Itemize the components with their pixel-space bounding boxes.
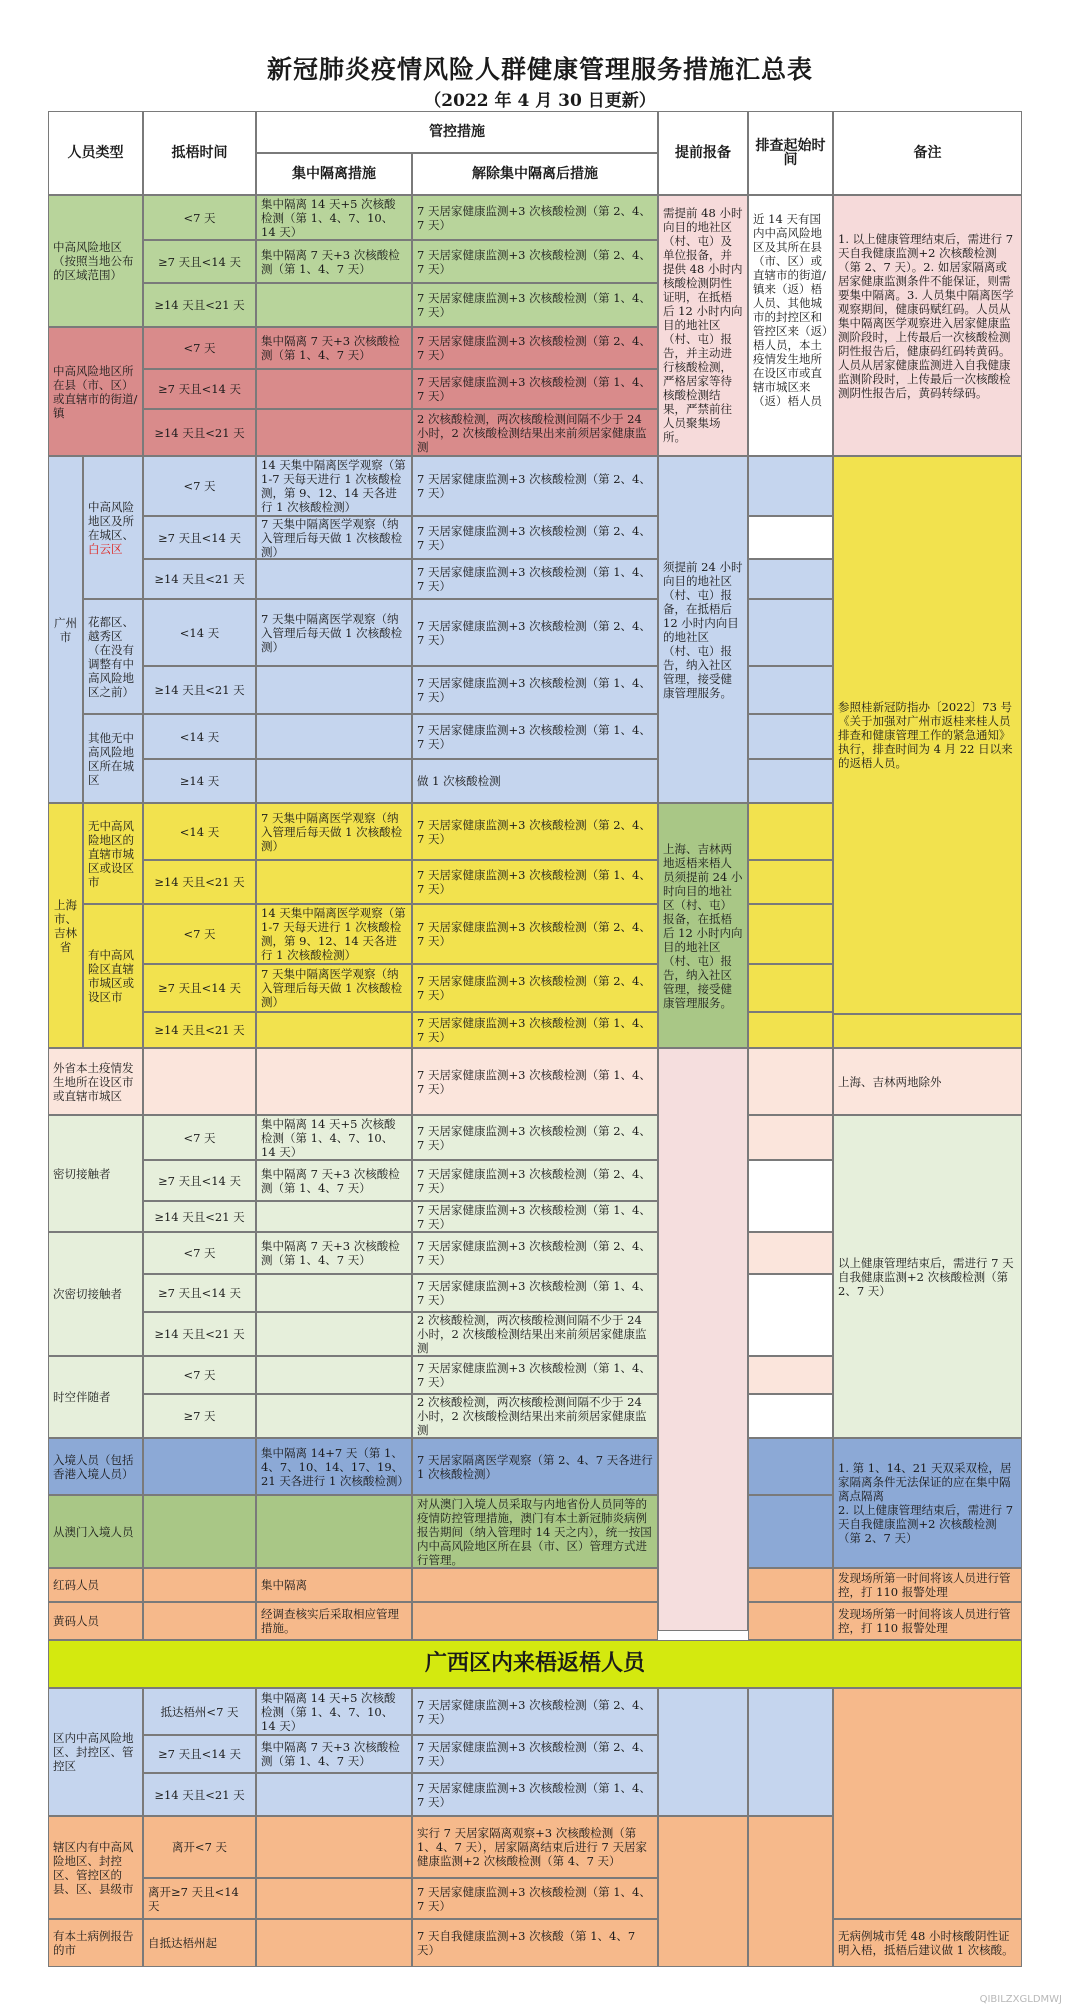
remark-contacts: 以上健康管理结束后，需进行 7 天自我健康监测+2 次核酸检测（第 2、7 天） [833, 1115, 1022, 1438]
empty-cell [748, 1274, 833, 1356]
measure-cell: 7 天居家健康监测+3 次核酸检测（第 2、4、7 天） [412, 195, 658, 240]
person-sh-have: 有中高风险区直辖市城区或设区市 [83, 904, 143, 1048]
empty-cell [748, 1356, 833, 1394]
header-report: 提前报备 [658, 111, 748, 195]
measure-cell: 14 天集中隔离医学观察（第 1-7 天每天进行 1 次核酸检测，第 9、12、14 天各进行 1 次核酸检测） [256, 904, 412, 964]
report-shanghai: 上海、吉林两地返梧来梧人员须提前 24 小时向目的地社区（村、屯）报备，在抵梧后 12 小时内向目的地社区（村、屯）报告，纳入社区管理，接受健康管理服务。 [658, 803, 748, 1048]
person-sub-close: 次密切接触者 [48, 1232, 143, 1356]
remark-except: 上海、吉林两地除外 [833, 1048, 1022, 1115]
empty-cell [748, 964, 833, 1012]
time-cell: ≥14 天 [143, 759, 256, 803]
empty-cell [256, 1773, 412, 1816]
measure-cell: 7 天居家健康监测+3 次核酸检测（第 1、4、7 天） [412, 860, 658, 904]
time-cell: ≥7 天且<14 天 [143, 964, 256, 1012]
remark-red: 发现场所第一时间将该人员进行管控，打 110 报警处理 [833, 1568, 1022, 1602]
measure-cell: 2 次核酸检测，两次核酸检测间隔不少于 24 小时，2 次核酸检测结果出来前须居家健康监测 [412, 1312, 658, 1356]
time-cell: <7 天 [143, 195, 256, 240]
empty-cell [256, 1312, 412, 1356]
measure-cell: 7 天居家健康监测+3 次核酸检测（第 2、4、7 天） [412, 904, 658, 964]
person-macau: 从澳门入境人员 [48, 1495, 143, 1568]
empty-cell [748, 559, 833, 599]
measure-cell: 7 天集中隔离医学观察（纳入管理后每天做 1 次核酸检测） [256, 964, 412, 1012]
remark-inbound: 1. 第 1、14、21 天双采双检，居家隔离条件无法保证的应在集中隔离点隔离 2. 以上健康管理结束后，需进行 7 天自我健康监测+2 次核酸检测（第 2、7 天） [833, 1438, 1022, 1568]
person-high-area: 中高风险地区（按照当地公布的区域范围） [48, 195, 143, 327]
empty-cell [748, 1688, 833, 1816]
measure-cell: 7 天居家健康监测+3 次核酸检测（第 1、4、7 天） [412, 1773, 658, 1816]
empty-cell [256, 283, 412, 327]
measure-cell: 7 天居家健康监测+3 次核酸检测（第 1、4、7 天） [412, 666, 658, 714]
measure-cell: 2 次核酸检测，两次核酸检测间隔不少于 24 小时，2 次核酸检测结果出来前须居家健康监测 [412, 409, 658, 456]
measure-cell: 7 天集中隔离医学观察（纳入管理后每天做 1 次核酸检测） [256, 803, 412, 860]
time-cell: 自抵达梧州起 [143, 1919, 256, 1967]
person-gz-other: 其他无中高风险地区所在城区 [83, 714, 143, 803]
measure-cell: 7 天居家隔离医学观察（第 2、4、7 天各进行 1 次核酸检测） [412, 1438, 658, 1495]
page-subtitle: （2022 年 4 月 30 日更新） [424, 91, 656, 111]
time-cell: <7 天 [143, 1232, 256, 1274]
empty-cell [658, 1688, 748, 1816]
person-spacetime: 时空伴随者 [48, 1356, 143, 1438]
empty-cell [256, 369, 412, 409]
header-control: 管控措施 [256, 111, 658, 153]
header-remark: 备注 [833, 111, 1022, 195]
person-gz-huadu: 花都区、越秀区（在没有调整有中高风险地区之前） [83, 599, 143, 714]
time-cell: <7 天 [143, 904, 256, 964]
header-person-type: 人员类型 [48, 111, 143, 195]
time-cell: <7 天 [143, 1115, 256, 1160]
person-shanghai: 上海市、吉林省 [48, 803, 83, 1048]
empty-cell [748, 516, 833, 559]
person-guangzhou: 广州市 [48, 456, 83, 803]
time-cell: ≥14 天且<21 天 [143, 666, 256, 714]
measure-cell: 7 天居家健康监测+3 次核酸检测（第 2、4、7 天） [412, 456, 658, 516]
time-cell: ≥7 天且<14 天 [143, 1160, 256, 1201]
measure-cell: 集中隔离 14 天+5 次核酸检测（第 1、4、7、10、14 天） [256, 1688, 412, 1735]
empty-cell [748, 1012, 833, 1048]
header-screening: 排查起始时间 [748, 111, 833, 195]
empty-cell [256, 559, 412, 599]
time-cell: ≥7 天且<14 天 [143, 1274, 256, 1312]
person-other-province: 外省本土疫情发生地所在设区市或直辖市城区 [48, 1048, 143, 1115]
time-cell: ≥14 天且<21 天 [143, 860, 256, 904]
empty-cell [748, 1160, 833, 1232]
measure-cell: 7 天集中隔离医学观察（纳入管理后每天做 1 次核酸检测） [256, 516, 412, 559]
measure-cell: 7 天居家健康监测+3 次核酸检测（第 2、4、7 天） [412, 1688, 658, 1735]
measure-cell: 7 天居家健康监测+3 次核酸检测（第 1、4、7 天） [412, 1201, 658, 1232]
time-cell: ≥7 天 [143, 1394, 256, 1438]
time-cell: <14 天 [143, 599, 256, 666]
empty-cell [143, 1048, 256, 1115]
measure-cell: 7 天居家健康监测+3 次核酸检测（第 2、4、7 天） [412, 1160, 658, 1201]
measure-cell: 做 1 次核酸检测 [412, 759, 658, 803]
empty-cell [748, 666, 833, 714]
empty-cell [748, 599, 833, 666]
header-after-release: 解除集中隔离后措施 [412, 153, 658, 195]
measure-cell: 7 天居家健康监测+3 次核酸检测（第 1、4、7 天） [412, 1878, 658, 1919]
measure-cell: 7 天自我健康监测+3 次核酸（第 1、4、7 天） [412, 1919, 658, 1967]
measure-cell: 集中隔离 7 天+3 次核酸检测（第 1、4、7 天） [256, 327, 412, 369]
measure-cell: 7 天居家健康监测+3 次核酸检测（第 2、4、7 天） [412, 1735, 658, 1773]
time-cell: ≥14 天且<21 天 [143, 1312, 256, 1356]
report-48h: 需提前 48 小时向目的地社区（村、屯）及单位报备，并提供 48 小时内核酸检测阴性证明，在抵梧后 12 小时内向目的地社区（村、屯）报告，并主动进行核酸检测，严格居家等待核酸检测结果，严禁前往人员聚集场所。 [658, 195, 748, 456]
time-cell: 离开<7 天 [143, 1816, 256, 1878]
measure-cell: 2 次核酸检测，两次核酸检测间隔不少于 24 小时，2 次核酸检测结果出来前须居家健康监测 [412, 1394, 658, 1438]
header-arrival-time: 抵梧时间 [143, 111, 256, 195]
empty-cell [748, 1602, 833, 1640]
empty-cell [833, 1688, 1022, 1919]
remark-health-mgmt: 1. 以上健康管理结束后，需进行 7 天自我健康监测+2 次核酸检测（第 2、7 天）。2. 如居家隔离或居家健康监测条件不能保证，则需要集中隔离。3. 人员集中隔离医学观察期间，健康码赋红码。人员从集中隔离医学观察进入居家健康监测阶段时，上传最后一次核酸检测阴性报告后，健康码红码转黄码。人员从居家健康监测进入自我健康监测阶段时，上传最后一次核酸检测阴性报告后，黄码转绿码。 [833, 195, 1022, 456]
empty-cell [748, 1394, 833, 1438]
measure-cell: 7 天居家健康监测+3 次核酸检测（第 2、4、7 天） [412, 1232, 658, 1274]
empty-cell [143, 1568, 256, 1602]
measure-cell: 14 天集中隔离医学观察（第 1-7 天每天进行 1 次核酸检测，第 9、12、14 天各进行 1 次核酸检测） [256, 456, 412, 516]
time-cell: ≥7 天且<14 天 [143, 369, 256, 409]
person-yellow-code: 黄码人员 [48, 1602, 143, 1640]
report-24h: 须提前 24 小时向目的地社区（村、屯）报备，在抵梧后 12 小时内向目的地社区（村、屯）报告，纳入社区管理，接受健康管理服务。 [658, 456, 748, 803]
empty-cell [748, 1495, 833, 1568]
screening-start: 近 14 天有国内中高风险地区及其所在县（市、区）或直辖市的街道/镇来（返）梧人员、其他城市的封控区和管控区来（返）梧人员，本土疫情发生地所在设区市或直辖市城区来（返）梧人员 [748, 195, 833, 456]
time-cell: <7 天 [143, 1356, 256, 1394]
time-cell: <7 天 [143, 327, 256, 369]
time-cell: ≥7 天且<14 天 [143, 240, 256, 283]
person-gz-high: 中高风险地区及所在城区、白云区 [83, 456, 143, 599]
measure-cell: 7 天居家健康监测+3 次核酸检测（第 1、4、7 天） [412, 714, 658, 759]
empty-cell [748, 1048, 833, 1115]
measure-cell: 7 天居家健康监测+3 次核酸检测（第 1、4、7 天） [412, 369, 658, 409]
person-gx-case: 有本土病例报告的市 [48, 1919, 143, 1967]
empty-cell [412, 1602, 658, 1640]
empty-cell [748, 714, 833, 759]
empty-cell [256, 1012, 412, 1048]
time-cell: 抵达梧州<7 天 [143, 1688, 256, 1735]
empty-cell [256, 1274, 412, 1312]
measure-cell: 集中隔离 7 天+3 次核酸检测（第 1、4、7 天） [256, 1232, 412, 1274]
empty-cell [143, 1495, 256, 1568]
empty-cell [256, 1394, 412, 1438]
measure-cell: 7 天居家健康监测+3 次核酸检测（第 2、4、7 天） [412, 1115, 658, 1160]
measure-cell: 集中隔离 7 天+3 次核酸检测（第 1、4、7 天） [256, 240, 412, 283]
measure-cell: 集中隔离 14 天+5 次核酸检测（第 1、4、7、10、14 天） [256, 195, 412, 240]
empty-cell [256, 1201, 412, 1232]
empty-cell [748, 803, 833, 860]
empty-cell [748, 759, 833, 803]
empty-cell [833, 1014, 1022, 1048]
measure-cell: 7 天居家健康监测+3 次核酸检测（第 1、4、7 天） [412, 283, 658, 327]
empty-cell [748, 1232, 833, 1274]
person-sh-none: 无中高风险地区的直辖市城区或设区市 [83, 803, 143, 904]
person-red-code: 红码人员 [48, 1568, 143, 1602]
empty-cell [256, 1919, 412, 1967]
time-cell: ≥14 天且<21 天 [143, 283, 256, 327]
measure-macau: 对从澳门入境人员采取与内地省份人员同等的疫情防控管理措施，澳门有本土新冠肺炎病例报告期间（纳入管理时 14 天之内），统一按国内中高风险地区所在县（市、区）管理方式进行管理。 [412, 1495, 658, 1568]
empty-cell [256, 1878, 412, 1919]
empty-cell [658, 1048, 748, 1631]
measure-cell: 7 天居家健康监测+3 次核酸检测（第 2、4、7 天） [412, 516, 658, 559]
person-high-county: 中高风险地区所在县（市、区）或直辖市的街道/镇 [48, 327, 143, 456]
measure-cell: 集中隔离 7 天+3 次核酸检测（第 1、4、7 天） [256, 1160, 412, 1201]
empty-cell [256, 714, 412, 759]
remark-yellow: 发现场所第一时间将该人员进行管控，打 110 报警处理 [833, 1602, 1022, 1640]
empty-cell [748, 1438, 833, 1495]
empty-cell [412, 1568, 658, 1602]
time-cell: ≥7 天且<14 天 [143, 1735, 256, 1773]
empty-cell [748, 860, 833, 904]
measure-cell: 7 天居家健康监测+3 次核酸检测（第 2、4、7 天） [412, 599, 658, 666]
measure-cell: 7 天居家健康监测+3 次核酸检测（第 1、4、7 天） [412, 1356, 658, 1394]
measure-cell: 7 天居家健康监测+3 次核酸检测（第 1、4、7 天） [412, 559, 658, 599]
empty-cell [256, 1356, 412, 1394]
empty-cell [748, 1115, 833, 1160]
time-cell: <7 天 [143, 456, 256, 516]
empty-cell [748, 456, 833, 516]
empty-cell [256, 666, 412, 714]
empty-cell [256, 1495, 412, 1568]
remark-guangzhou: 参照桂新冠防指办〔2022〕73 号《关于加强对广州市返桂来桂人员排查和健康管理工作的紧急通知》执行，排查时间为 4 月 22 日以来的返梧人员。 [833, 456, 1022, 1014]
remark-gx-case: 无病例城市凭 48 小时核酸阴性证明入梧，抵梧后建议做 1 次核酸。 [833, 1919, 1022, 1967]
time-cell: ≥14 天且<21 天 [143, 1012, 256, 1048]
page-title: 新冠肺炎疫情风险人群健康管理服务措施汇总表 [266, 55, 813, 84]
empty-cell [256, 860, 412, 904]
measure-cell: 实行 7 天居家隔离观察+3 次核酸检测（第 1、4、7 天），居家隔离结束后进行 7 天居家健康监测+2 次核酸检测（第 4、7 天） [412, 1816, 658, 1878]
measure-cell: 7 天居家健康监测+3 次核酸检测（第 1、4、7 天） [412, 1012, 658, 1048]
measure-cell: 集中隔离 14 天+5 次核酸检测（第 1、4、7、10、14 天） [256, 1115, 412, 1160]
empty-cell [748, 904, 833, 964]
empty-cell [256, 409, 412, 456]
measure-cell: 集中隔离 14+7 天（第 1、4、7、10、14、17、19、21 天各进行 1 次核酸检测） [256, 1438, 412, 1495]
measure-cell: 7 天居家健康监测+3 次核酸检测（第 1、4、7 天） [412, 1274, 658, 1312]
person-close-contact: 密切接触者 [48, 1115, 143, 1232]
header-centralized: 集中隔离措施 [256, 153, 412, 195]
watermark-code: QIBILZXGLDMWJ [979, 1994, 1062, 2005]
measure-cell: 7 天居家健康监测+3 次核酸检测（第 2、4、7 天） [412, 240, 658, 283]
measure-yellow: 经调查核实后采取相应管理措施。 [256, 1602, 412, 1640]
measure-cell: 7 天居家健康监测+3 次核酸检测（第 2、4、7 天） [412, 803, 658, 860]
empty-cell [143, 1438, 256, 1495]
empty-cell [658, 1816, 748, 1967]
measure-cell: 7 天居家健康监测+3 次核酸检测（第 2、4、7 天） [412, 964, 658, 1012]
measure-cell: 7 天居家健康监测+3 次核酸检测（第 2、4、7 天） [412, 327, 658, 369]
empty-cell [256, 759, 412, 803]
person-inbound: 入境人员（包括香港入境人员） [48, 1438, 143, 1495]
section-banner: 广西区内来梧返梧人员 [48, 1640, 1022, 1688]
measure-red: 集中隔离 [256, 1568, 412, 1602]
empty-cell [748, 1816, 833, 1967]
empty-cell [143, 1602, 256, 1640]
time-cell: ≥7 天且<14 天 [143, 516, 256, 559]
empty-cell [256, 1048, 412, 1115]
time-cell: ≥14 天且<21 天 [143, 1773, 256, 1816]
empty-cell [256, 1816, 412, 1878]
time-cell: <14 天 [143, 714, 256, 759]
time-cell: ≥14 天且<21 天 [143, 1201, 256, 1232]
measure-cell: 7 天集中隔离医学观察（纳入管理后每天做 1 次核酸检测） [256, 599, 412, 666]
measure-cell: 7 天居家健康监测+3 次核酸检测（第 1、4、7 天） [412, 1048, 658, 1115]
time-cell: <14 天 [143, 803, 256, 860]
person-gx-county: 辖区内有中高风险地区、封控区、管控区的县、区、县级市 [48, 1816, 143, 1919]
person-gx-high: 区内中高风险地区、封控区、管控区 [48, 1688, 143, 1816]
empty-cell [748, 1568, 833, 1602]
time-cell: 离开≥7 天且<14 天 [143, 1878, 256, 1919]
time-cell: ≥14 天且<21 天 [143, 409, 256, 456]
time-cell: ≥14 天且<21 天 [143, 559, 256, 599]
measure-cell: 集中隔离 7 天+3 次核酸检测（第 1、4、7 天） [256, 1735, 412, 1773]
